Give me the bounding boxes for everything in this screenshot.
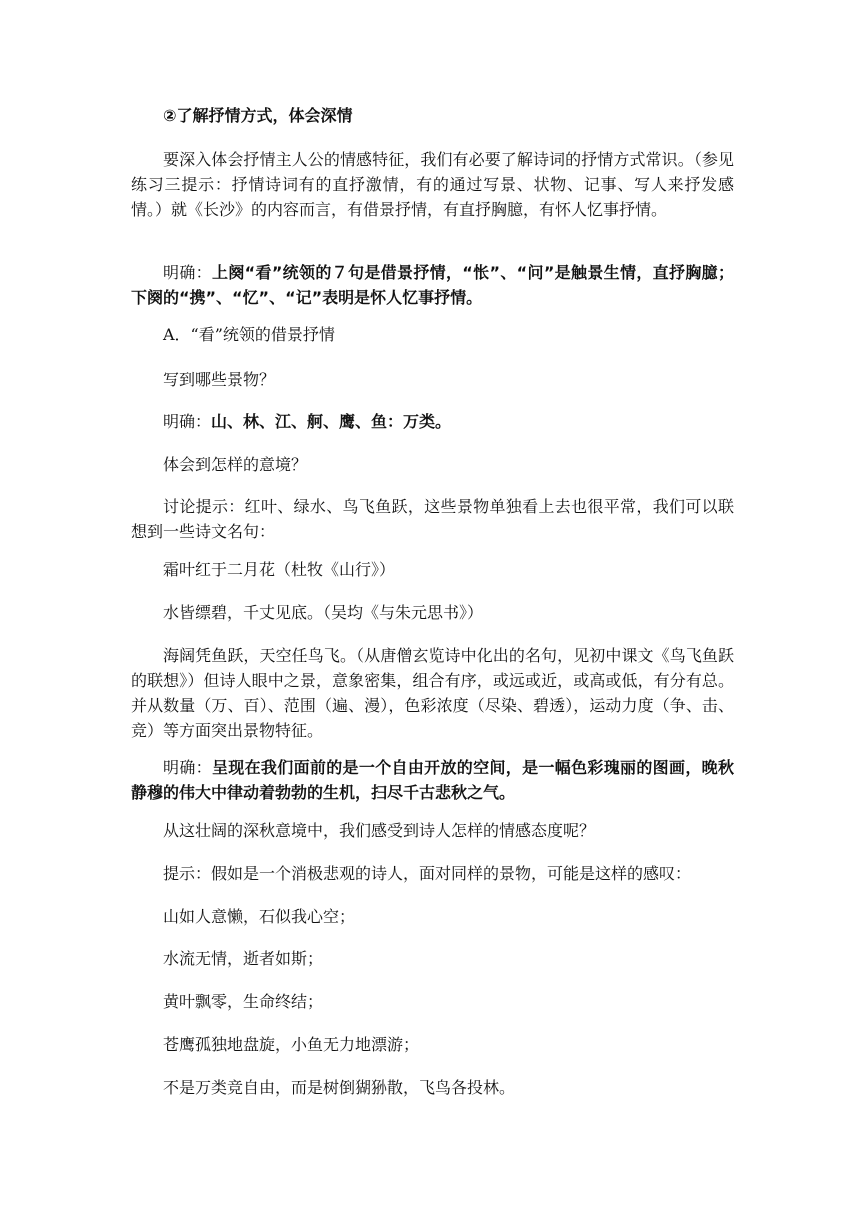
answer-text: 上阕“看”统领的７句是借景抒情，“怅”、“问”是触景生情，直抒胸臆；下阕的“携”、“忆”、“记”表明是怀人忆事抒情。 (131, 263, 734, 307)
paragraph-discussion: 讨论提示：红叶、绿水、鸟飞鱼跃，这些景物单独看上去也很平常，我们可以联想到一些诗文名句： (131, 497, 734, 541)
question-mood: 体会到怎样的意境？ (163, 455, 308, 474)
answer-text: 呈现在我们面前的是一个自由开放的空间，是一幅色彩瑰丽的图画，晚秋静穆的伟大中律动着勃勃的生机，扫尽千古悲秋之气。 (131, 758, 734, 802)
paragraph-answer-3 (131, 755, 734, 805)
poem-line-1: 山如人意懒，石似我心空； (163, 907, 356, 926)
paragraph-intro: 要深入体会抒情主人公的情感特征，我们有必要了解诗词的抒情方式常识。（参见练习三提示：抒情诗词有的直抒激情，有的通过写景、状物、记事、写人来抒发感情。）就《长沙》的内容而言，有借景抒情，有直抒胸臆，有怀人忆事抒情。 (131, 150, 734, 219)
poem-line-4: 苍鹰孤独地盘旋，小鱼无力地漂游； (163, 1035, 420, 1054)
poem-line-5: 不是万类竞自由，而是树倒猢狲散，飞鸟各投林。 (163, 1078, 516, 1097)
paragraph-hint: 提示：假如是一个消极悲观的诗人，面对同样的景物，可能是这样的感叹： (163, 864, 692, 883)
subsection-a: A．“看”统领的借景抒情 (163, 325, 335, 344)
answer-label: 明确： (163, 412, 212, 431)
paragraph-analysis: 海阔凭鱼跃，天空任鸟飞。（从唐僧玄览诗中化出的名句，见初中课文《鸟飞鱼跃的联想》）但诗人眼中之景，意象密集，组合有序，或远或近，或高或低，有分有总。并从数量（万、百）、范围（遍、漫），色彩浓度（尽染、碧透），运动力度（争、击、竞）等方面突出景物特征。 (131, 646, 734, 740)
paragraph-answer-2 (131, 409, 734, 434)
paragraph-answer-1 (131, 260, 734, 310)
section-heading: ②了解抒情方式，体会深情 (163, 106, 353, 125)
question-attitude: 从这壮阔的深秋意境中，我们感受到诗人怎样的情感态度呢？ (163, 821, 596, 840)
quote-line-2: 水皆缥碧，千丈见底。（吴均《与朱元思书》） (163, 603, 484, 622)
poem-line-2: 水流无情，逝者如斯； (163, 949, 324, 968)
answer-label: 明确： (163, 263, 212, 282)
question-scenery: 写到哪些景物？ (163, 370, 276, 389)
answer-text: 山、林、江、舸、鹰、鱼：万类。 (211, 412, 452, 431)
poem-line-3: 黄叶飘零，生命终结； (163, 992, 324, 1011)
quote-line-1: 霜叶红于二月花（杜牧《山行》） (163, 560, 396, 579)
answer-label: 明确： (163, 758, 212, 777)
